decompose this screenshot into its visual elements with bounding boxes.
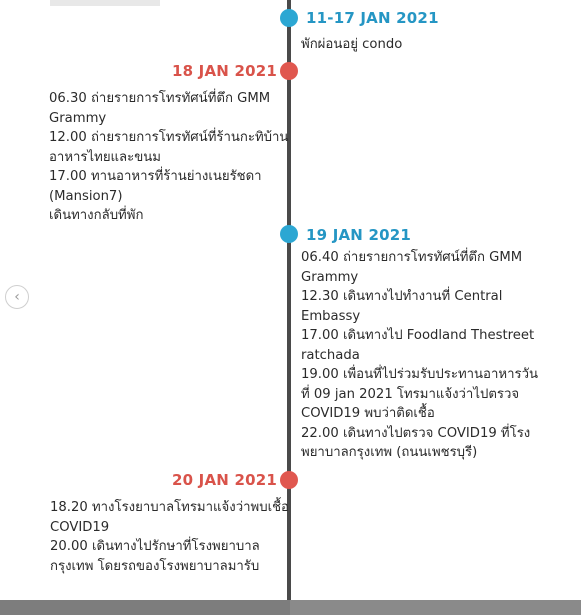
entry-line: กรุงเทพ โดยรถของโรงพยาบาลมารับ xyxy=(50,558,260,574)
timeline-dot xyxy=(280,225,298,243)
event-date: 18 JAN 2021 xyxy=(171,62,277,80)
event-entries xyxy=(49,89,288,226)
entry-line: COVID19 พบว่าติดเชื้อ xyxy=(301,406,435,421)
entry-line: 20.00 เดินทางไปรักษาที่โรงพยาบาล xyxy=(50,539,260,554)
entry-line: 17.00 ทานอาหารที่ร้านย่างเนยรัชดา xyxy=(49,169,262,184)
entry-line: 22.00 เดินทางไปตรวจ COVID19 ที่โรง xyxy=(301,425,531,441)
bottom-bar xyxy=(0,600,581,615)
timeline-dot xyxy=(280,62,298,80)
entry-line: 17.00 เดินทางไป Foodland Thestreet xyxy=(301,328,535,343)
entry-line: 18.20 ทางโรงยาบาลโทรมาแจ้งว่าพบเชื้อ xyxy=(50,500,289,515)
bottom-bar-segment xyxy=(0,600,290,615)
carousel-prev-button[interactable] xyxy=(5,285,29,309)
entry-line: 06.30 ถ่ายรายการโทรทัศน์ที่ตึก GMM xyxy=(49,91,271,106)
entry-line: Grammy xyxy=(49,110,107,126)
event-date: 19 JAN 2021 xyxy=(306,226,412,244)
entry-line: (Mansion7) xyxy=(49,188,123,204)
entry-line: 12.30 เดินทางไปทำงานที่ Central xyxy=(301,289,503,304)
timeline-dot xyxy=(280,471,298,489)
event-date: 11-17 JAN 2021 xyxy=(306,9,439,27)
timeline-dot xyxy=(280,9,298,27)
event-entries xyxy=(301,248,538,463)
chevron-left-icon: ‹ xyxy=(14,289,20,305)
event-date: 20 JAN 2021 xyxy=(171,471,277,489)
top-edge-fade xyxy=(50,0,160,6)
event-entries xyxy=(301,35,402,55)
entry-line: 12.00 ถ่ายรายการโทรทัศน์ที่ร้านกะทิบ้าน xyxy=(49,130,289,145)
event-entries xyxy=(50,498,289,576)
entry-line: ratchada xyxy=(301,347,360,363)
entry-line: 06.40 ถ่ายรายการโทรทัศน์ที่ตึก GMM xyxy=(301,250,523,265)
entry-line: Embassy xyxy=(301,308,361,324)
entry-line: Grammy xyxy=(301,269,359,285)
entry-line: ที่ 09 jan 2021 โทรมาแจ้งว่าไปตรวจ xyxy=(301,386,520,402)
entry-line: เดินทางกลับที่พัก xyxy=(49,208,144,223)
entry-line: พักผ่อนอยู่ condo xyxy=(301,37,403,52)
entry-line: อาหารไทยและขนม xyxy=(49,149,161,165)
entry-line: 19.00 เพื่อนที่ไปร่วมรับประทานอาหารวัน xyxy=(301,367,538,382)
entry-line: COVID19 xyxy=(50,519,110,535)
entry-line: พยาบาลกรุงเทพ (ถนนเพชรบุรี) xyxy=(301,445,478,460)
